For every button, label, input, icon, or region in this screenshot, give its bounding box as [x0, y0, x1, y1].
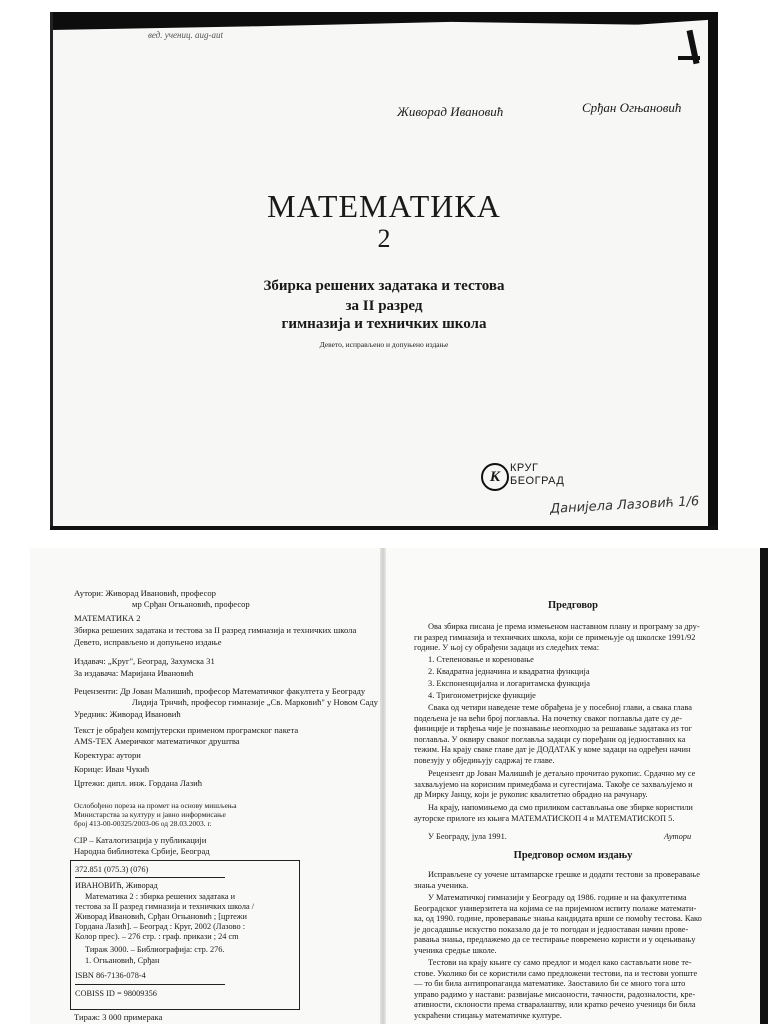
preface-heading: Предговор осмом издању — [513, 850, 633, 861]
author-name: Срђан Огњановић — [582, 100, 682, 115]
catalog-line: ISBN 86-7136-078-4 — [75, 971, 146, 980]
preface-line: знања ученика. — [414, 880, 469, 890]
title-page-scan — [50, 12, 718, 530]
catalog-rule — [75, 877, 225, 878]
preface-line: равања знања, предлажемо да се тестирање повремено користи и у оцењивању — [414, 935, 696, 944]
preface-line: — то би била антипропаганда математике. Заоставило би се много тога што — [414, 979, 686, 988]
imprint-line: Збирка решених задатака и тестова за II разред гимназија и техничких школа — [74, 625, 357, 635]
imprint-line: Аутори: Живорад Ивановић, професор — [74, 588, 216, 598]
preface-line: ка, од 1990. године, проверавање знања кандидата врши се помоћу тестова. Како — [414, 914, 702, 923]
imprint-line: Издавач: „Круг", Београд, Захумска 31 — [74, 656, 215, 666]
imprint-line: Текст је обрађен компјутерски применом програмског пакета — [74, 725, 299, 735]
imprint-line: МАТЕМАТИКА 2 — [74, 613, 141, 623]
imprint-page — [30, 548, 380, 1024]
catalog-record-box — [70, 860, 300, 1010]
preface-line: стове. Уколико би се користили само предложени тестови, па и тестови уопште — [414, 968, 698, 978]
catalog-line: тестова за II разред гимназија и техничких школа / — [75, 902, 255, 911]
publisher-name: КРУГ — [510, 462, 539, 474]
preface-line: ги разред гимназија и техничких школа, који се примењује од школске 1991/92 — [414, 632, 696, 642]
imprint-line: Министарства за културу и јавно информисање — [74, 810, 226, 819]
preface-line: Исправљене су уочене штампарске грешке и додати тестови за проверавање — [428, 870, 700, 879]
preface-line: финиције и тврђења чије је познавање неопходно за решавање задатака из тог — [414, 724, 692, 733]
preface-line: У Математичкој гимназији у Београду од 1986. године и на факултетима — [428, 893, 687, 902]
preface-line: управо радимо у настави: развијање мисаоности, тачности, радозналости, кре- — [414, 989, 696, 999]
imprint-line: мр Срђан Огњановић, професор — [132, 599, 250, 609]
preface-line: ативности, склоности према стваралаштву, или кратко речено ученици би била — [414, 1000, 696, 1009]
handwritten-note: вед. учениц. aug-aut — [148, 30, 223, 40]
catalog-line: COBISS ID = 98009356 — [75, 989, 157, 998]
imprint-line: Тираж: 3 000 примерака — [74, 1012, 163, 1022]
preface-line: тежим. На крају сваке главе дат је ДОДАТАК у коме задаци на одређен начин — [414, 745, 691, 754]
preface-line: повезују у обједињују садржај те главе. — [414, 755, 555, 765]
preface-line: др Мирку Јанцу, који је рукопис квалитетно обрадио на рачунару. — [414, 790, 648, 799]
imprint-line: Коректура: аутори — [74, 750, 141, 760]
imprint-line: AMS-TEX Америчког математичког друштва — [74, 736, 240, 746]
preface-line: је досадашње искуство показало да је то погодан и једноставан начин прове- — [414, 924, 689, 934]
publisher-city: БЕОГРАД — [510, 475, 565, 487]
imprint-line: Девето, исправљено и допуњено издање — [74, 637, 222, 647]
imprint-line: Ослобођено пореза на промет на основу мишљења — [74, 801, 237, 810]
edition-note: Девето, исправљено и допуњено издање — [319, 340, 449, 349]
catalog-line: Математика 2 : збирка решених задатака и — [85, 892, 236, 901]
preface-line: ауторске прилоге из књига МАТЕМАТИСКОП 4 и МАТЕМАТИСКОП 5. — [414, 813, 675, 823]
publisher-logo-icon: К — [481, 463, 509, 491]
preface-line: захваљујемо на корисним примедбама и сугестијама. Такође се захваљујемо и — [414, 779, 693, 789]
imprint-line: Лидија Трнчић, професор гимназије „Св. Марковић" у Новом Саду — [132, 697, 378, 707]
preface-line: поглавља. У оквиру сваког поглавља задаци су поређани од једноставних ка — [414, 734, 686, 744]
catalog-line: ИВАНОВИЋ, Живорад — [75, 881, 158, 890]
scan-right-edge — [708, 12, 718, 530]
scan-right-edge — [760, 548, 768, 1024]
book-subtitle: гимназија и техничких школа — [281, 316, 487, 332]
imprint-line: Рецензенти: Др Јован Малишић, професор Математичког факултета у Београду — [74, 686, 366, 696]
preface-line: Тестови на крају књиге су само предлог и модел како састављати нове те- — [428, 958, 692, 967]
preface-line: Свака од четири наведене теме обрађена је у посебној глави, а свака глава — [428, 703, 692, 712]
catalog-line: 1. Огњановић, Срђан — [85, 956, 160, 965]
preface-line: ученика средње школе. — [414, 945, 497, 955]
preface-topic: 4. Тригонометријске функције — [428, 691, 536, 700]
preface-line: Рецензент др Јован Малишић је детаљно прочитао рукопис. Срдачно му се — [428, 769, 696, 778]
handwritten-signature: Даниjела Лазовић 1/6 — [549, 494, 700, 517]
preface-topic: 1. Степеновање и кореновање — [428, 655, 534, 664]
catalog-line: Колор прес). – 276 стр. : граф. прикази ; 24 cm — [75, 932, 239, 941]
preface-date: У Београду, јула 1991. — [428, 832, 507, 841]
catalog-line: 372.851 (075.3) (076) — [75, 865, 149, 874]
preface-topic: 3. Експоненцијална и логаритамска функција — [428, 679, 590, 688]
book-spread-scan — [30, 548, 768, 1024]
preface-heading: Предговор — [547, 600, 599, 611]
author-name: Живорад Ивановић — [397, 104, 504, 119]
catalog-rule — [75, 984, 225, 985]
imprint-line: За издавача: Маријана Ивановић — [74, 668, 194, 678]
imprint-line: Уредник: Живорад Ивановић — [74, 709, 181, 719]
book-title: МАТЕМАТИКА — [267, 188, 501, 224]
preface-line: Београдског универзитета на којима се на пријемном испиту полаже математи- — [414, 903, 697, 913]
catalog-line: Живорад Ивановић, Срђан Огњановић ; [цртежи — [75, 912, 247, 921]
book-subtitle: за II разред — [345, 298, 423, 314]
preface-signature: Аутори — [664, 832, 692, 841]
scan-bottom-edge — [50, 526, 718, 530]
imprint-line: број 413-00-00325/2003-06 од 28.03.2003. г. — [74, 819, 212, 828]
preface-line: Ова збирка писана је према измењеном наставном плану и програму за дру- — [428, 622, 700, 631]
imprint-line: Народна библиотека Србије, Београд — [74, 846, 210, 856]
pen-mark — [678, 56, 700, 60]
preface-line: подељена је на већи број поглавља. На почетку сваког поглавља дате су де- — [414, 713, 682, 723]
scan-top-edge — [50, 12, 718, 30]
catalog-line: Тираж 3000. – Библиографија: стр. 276. — [85, 945, 225, 954]
scan-left-edge — [50, 12, 53, 530]
catalog-line: Гордана Лазић]. – Београд : Круг, 2002 (Лазово : — [75, 922, 246, 931]
imprint-line: Корице: Иван Чукић — [74, 764, 150, 774]
imprint-line: CIP – Каталогизација у публикацији — [74, 835, 207, 845]
book-volume-number: 2 — [377, 224, 391, 253]
preface-line: године. У њој су обрађени задаци из следећих тема: — [414, 643, 600, 652]
preface-page — [386, 548, 768, 1024]
preface-line: ускраћени стицању математичке културе. — [414, 1010, 562, 1020]
imprint-line: Цртежи: дипл. инж. Гордана Лазић — [74, 778, 202, 788]
preface-topic: 2. Квадратна једначина и квадратна функција — [428, 667, 590, 676]
book-subtitle: Збирка решених задатака и тестова — [263, 278, 505, 294]
preface-line: На крају, напомињемо да смо приликом састављања ове збирке користили — [428, 803, 693, 812]
